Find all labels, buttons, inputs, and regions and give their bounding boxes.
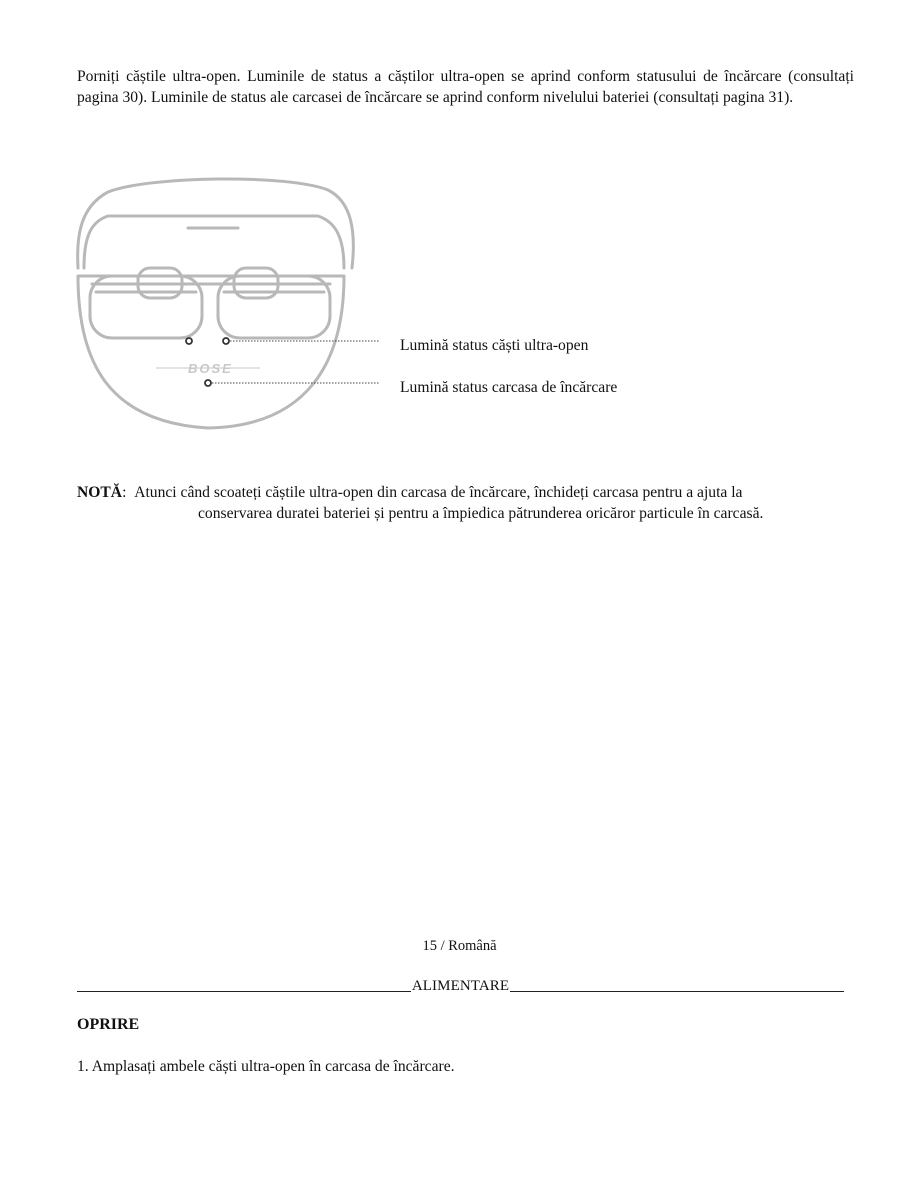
- case-lid: [78, 179, 354, 268]
- note-block: [77, 482, 877, 524]
- section-rule-left: [77, 991, 411, 992]
- section-rule-right: [510, 991, 844, 992]
- case-lid-inner: [84, 216, 344, 268]
- earbud-status-light-right: [223, 338, 229, 344]
- section-header: [77, 975, 844, 995]
- page-number: 15 / Română: [422, 938, 497, 954]
- subheading: OPRIRE: [77, 1016, 140, 1033]
- callout-case-status-light: Lumină status carcasa de încărcare: [400, 379, 618, 396]
- section-title: ALIMENTARE: [411, 978, 510, 994]
- case-body: [78, 276, 344, 428]
- case-status-light: [205, 380, 211, 386]
- earbud-status-light-left: [186, 338, 192, 344]
- step-item: 1. Amplasați ambele căști ultra-open în carcasa de încărcare.: [77, 1058, 455, 1075]
- note-line-1: Atunci când scoateți căștile ultra-open din carcasa de încărcare, închideți carcasa pentru a ajuta la: [134, 484, 743, 501]
- bose-logo: BOSE: [188, 361, 233, 376]
- note-line-2: conservarea duratei bateriei și pentru a împiedica pătrunderea oricăror particule în carcasă.: [198, 505, 764, 522]
- intro-paragraph: Porniți căștile ultra-open. Luminile de status a căștilor ultra-open se aprind conform statusului de încărcare (consultați pagina 30). Luminile de status ale carcasei de încărcare se aprind conform nivelului bateriei (consultați pagina 31).: [77, 68, 854, 106]
- charging-case-illustration: [68, 172, 398, 440]
- note-separator: :: [122, 484, 127, 501]
- note-label: NOTĂ: [77, 484, 123, 501]
- callout-earbud-status-light: Lumină status căști ultra-open: [400, 337, 589, 354]
